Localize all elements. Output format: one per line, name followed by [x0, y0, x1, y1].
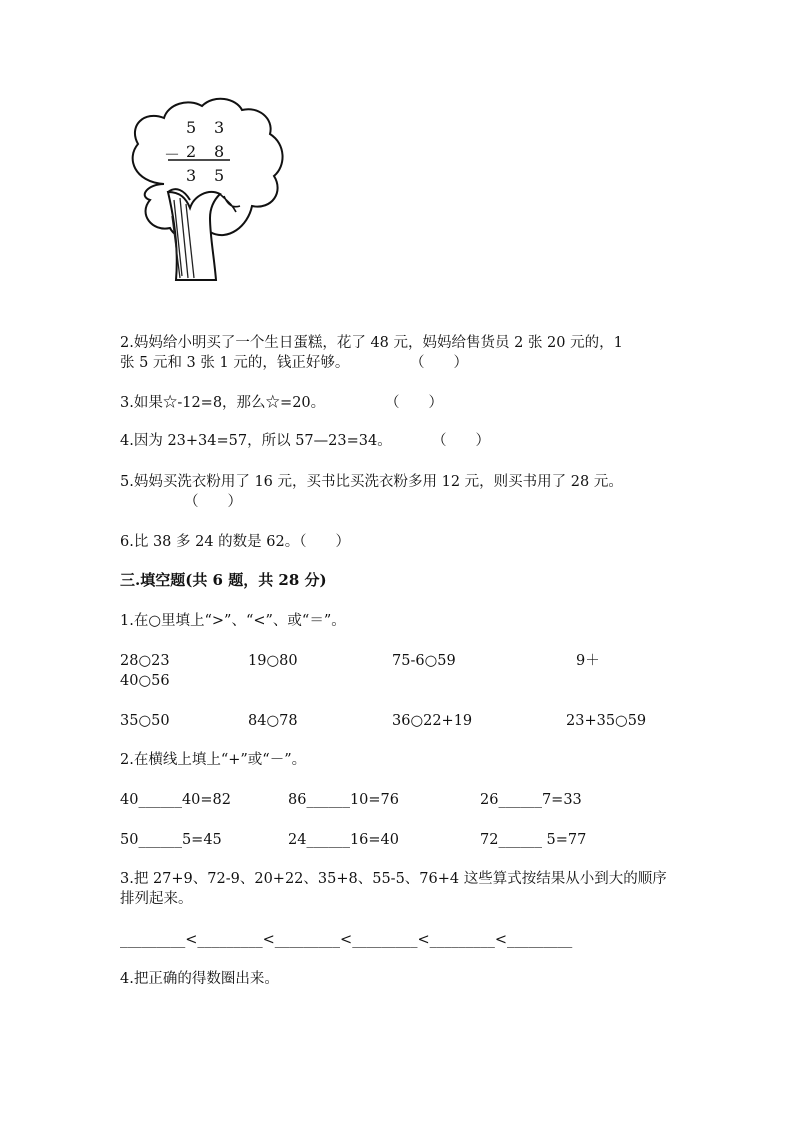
fill-q2-item[interactable]: 86______10=76 [288, 792, 400, 808]
fill-q3-line1: 3.把 27+9、72-9、20+22、35+8、55-5、76+4 这些算式按结果从小到大的顺序 [120, 871, 667, 887]
fill-q1-item[interactable]: 84○78 [248, 713, 298, 729]
fill-q2: 2.在横线上填上“+”或“－”。 [120, 752, 307, 768]
fill-q1-item[interactable]: 28○23 [120, 653, 170, 669]
fill-q3-answer-blanks[interactable]: _________<_________<_________<_________<_________<_________ [120, 932, 573, 948]
fill-q1-item[interactable]: 36○22+19 [392, 713, 473, 729]
tree-row2-ones: 8 [214, 142, 225, 161]
fill-q3-line2: 排列起来。 [120, 891, 193, 907]
fill-q2-item[interactable]: 50______5=45 [120, 832, 222, 848]
tree-row2-tens: 2 [186, 142, 197, 161]
fill-q1-item[interactable]: 9＋ [576, 653, 600, 669]
judge-q2-answer-paren[interactable]: （ ） [410, 355, 468, 371]
fill-q4: 4.把正确的得数圈出来。 [120, 971, 279, 987]
judge-q2-line2: 张 5 元和 3 张 1 元的，钱正好够。 [120, 355, 350, 371]
tree-subtraction-figure [124, 96, 294, 286]
tree-row1-ones: 3 [214, 118, 225, 137]
fill-q1-item[interactable]: 19○80 [248, 653, 298, 669]
judge-q6: 6.比 38 多 24 的数是 62。（ ） [120, 534, 350, 550]
judge-q2-line1: 2.妈妈给小明买了一个生日蛋糕，花了 48 元，妈妈给售货员 2 张 20 元的，1 [120, 335, 623, 351]
section3-heading: 三.填空题(共 6 题，共 28 分) [120, 571, 327, 589]
judge-q5: 5.妈妈买洗衣粉用了 16 元，买书比买洗衣粉多用 12 元，则买书用了 28 元。 [120, 474, 623, 490]
judge-q4-answer-paren[interactable]: （ ） [432, 433, 490, 449]
judge-q3: 3.如果☆-12=8，那么☆=20。 [120, 395, 326, 411]
fill-q1: 1.在○里填上“>”、“<”、或“＝”。 [120, 613, 346, 629]
tree-minus-sign: － [164, 145, 181, 164]
fill-q1-item[interactable]: 35○50 [120, 713, 170, 729]
fill-q2-item[interactable]: 24______16=40 [288, 832, 400, 848]
fill-q1-item[interactable]: 23+35○59 [566, 713, 647, 729]
fill-q2-item[interactable]: 72______ 5=77 [480, 832, 587, 848]
judge-q5-answer-paren[interactable]: （ ） [184, 494, 242, 510]
judge-q3-answer-paren[interactable]: （ ） [385, 395, 443, 411]
fill-q2-item[interactable]: 40______40=82 [120, 792, 232, 808]
fill-q1-item[interactable]: 40○56 [120, 673, 170, 689]
tree-row3-ones: 5 [214, 166, 225, 185]
tree-drawing [124, 96, 294, 286]
fill-q2-item[interactable]: 26______7=33 [480, 792, 582, 808]
tree-row3-tens: 3 [186, 166, 197, 185]
tree-row1-tens: 5 [186, 118, 197, 137]
fill-q1-item[interactable]: 75-6○59 [392, 653, 456, 669]
judge-q4: 4.因为 23+34=57，所以 57—23=34。 [120, 433, 392, 449]
